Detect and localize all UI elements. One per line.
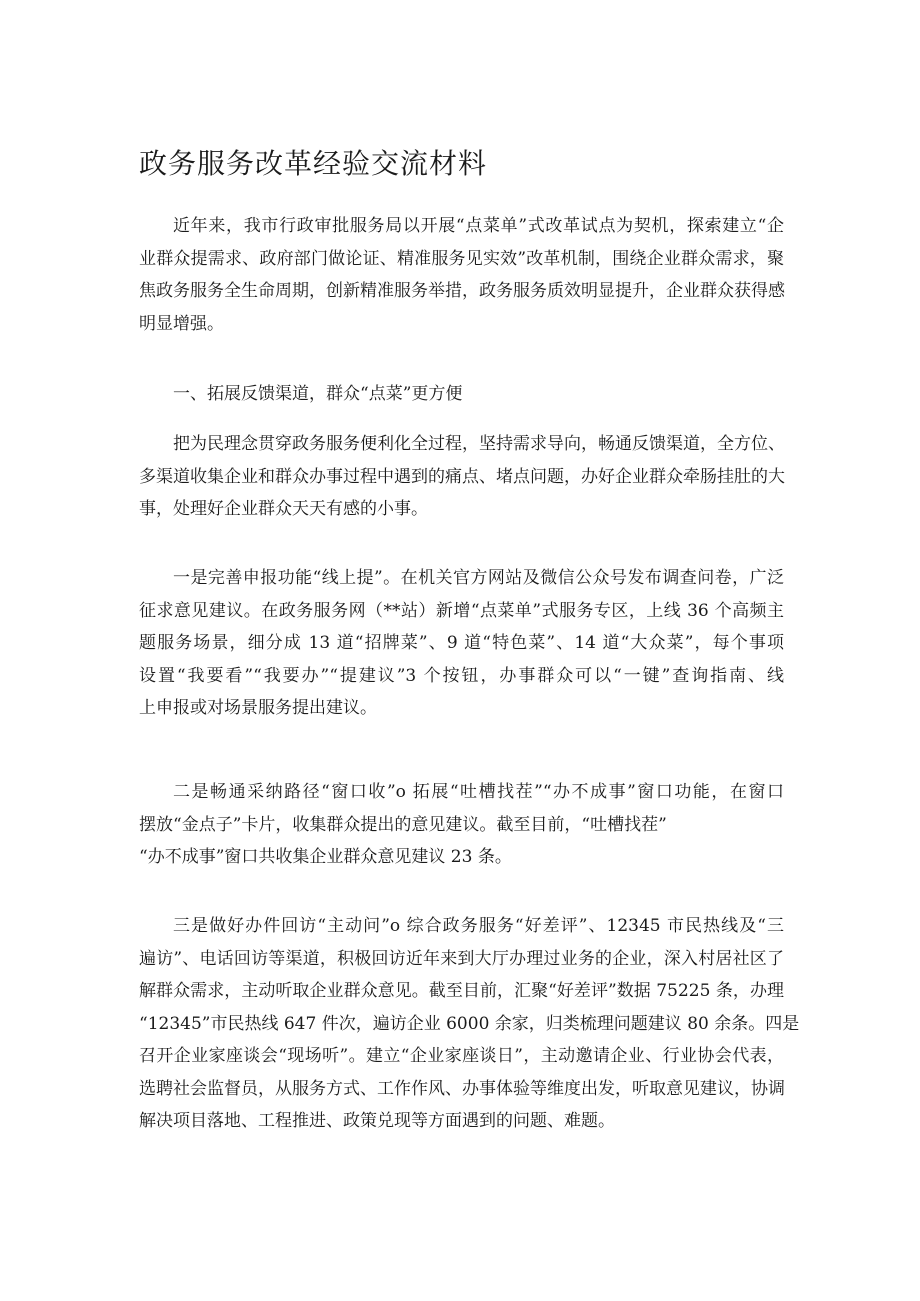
item3-line-7: 解决项目落地、工程推进、政策兑现等方面遇到的问题、难题。 [139, 1111, 615, 1131]
section1-line-3: 事，处理好企业群众天天有感的小事。 [139, 499, 428, 519]
intro-line-2: 业群众提需求、政府部门做论证、精准服务见实效”改革机制，围绕企业群众需求，聚 [139, 248, 784, 269]
section1-line-1: 把为民理念贯穿政务服务便利化全过程，坚持需求导向，畅通反馈渠道，全方位、 [173, 434, 785, 454]
intro-line-4: 明显增强。 [139, 313, 224, 334]
item1-line-3: 题服务场景，细分成 13 道“招牌菜”、9 道“特色菜”、14 道“大众菜”，每个事项 [139, 633, 784, 653]
item1-line-4: 设置“我要看”“我要办”“提建议”3 个按钮，办事群众可以“一键”查询指南、线 [139, 665, 784, 686]
section1-paragraph [139, 428, 784, 526]
section-heading-1: 一、拓展反馈渠道，群众“点菜”更方便 [173, 384, 463, 404]
item1-line-1: 一是完善申报功能“线上提”。在机关官方网站及微信公众号发布调查问卷，广泛 [173, 568, 784, 588]
item1-paragraph [139, 562, 784, 725]
section1-line-2: 多渠道收集企业和群众办事过程中遇到的痛点、堵点问题，办好企业群众牵肠挂肚的大 [139, 466, 785, 487]
item3-line-3: 解群众需求，主动听取企业群众意见。截至目前，汇聚“好差评”数据 75225 条，办理 [139, 981, 784, 1001]
item2-line-3: “办不成事”窗口共收集企业群众意见建议 23 条。 [139, 847, 512, 867]
intro-paragraph [139, 210, 784, 340]
item3-line-5: 召开企业家座谈会“现场听”。建立“企业家座谈日”，主动邀请企业、行业协会代表， [139, 1046, 784, 1066]
item1-line-2: 征求意见建议。在政务服务网（**站）新增“点菜单”式服务专区，上线 36 个高频主 [139, 600, 784, 621]
item3-line-1: 三是做好办件回访“主动问”o 综合政务服务“好差评”、12345 市民热线及“三 [173, 916, 784, 936]
item3-paragraph [139, 910, 800, 1138]
item2-line-2: 摆放“金点子”卡片，收集群众提出的意见建议。截至目前，“吐槽找茬” [139, 814, 667, 835]
item2-paragraph [139, 776, 784, 874]
intro-line-1: 近年来，我市行政审批服务局以开展“点菜单”式改革试点为契机，探索建立“企 [173, 216, 784, 236]
item2-line-1: 二是畅通采纳路径“窗口收”o 拓展“吐槽找茬”“办不成事”窗口功能，在窗口 [173, 782, 784, 802]
item3-line-2: 遍访”、电话回访等渠道，积极回访近年来到大厅办理过业务的企业，深入村居社区了 [139, 948, 784, 969]
item1-line-5: 上申报或对场景服务提出建议。 [139, 698, 377, 718]
intro-line-3: 焦政务服务全生命周期，创新精准服务举措，政务服务质效明显提升，企业群众获得感 [139, 281, 785, 301]
item3-line-6: 选聘社会监督员，从服务方式、工作作风、办事体验等维度出发，听取意见建议，协调 [139, 1078, 785, 1099]
item3-line-4: “12345”市民热线 647 件次，遍访企业 6000 余家，归类梳理问题建议 80 余条。四是 [139, 1013, 800, 1034]
document-title: 政务服务改革经验交流材料 [139, 147, 488, 180]
